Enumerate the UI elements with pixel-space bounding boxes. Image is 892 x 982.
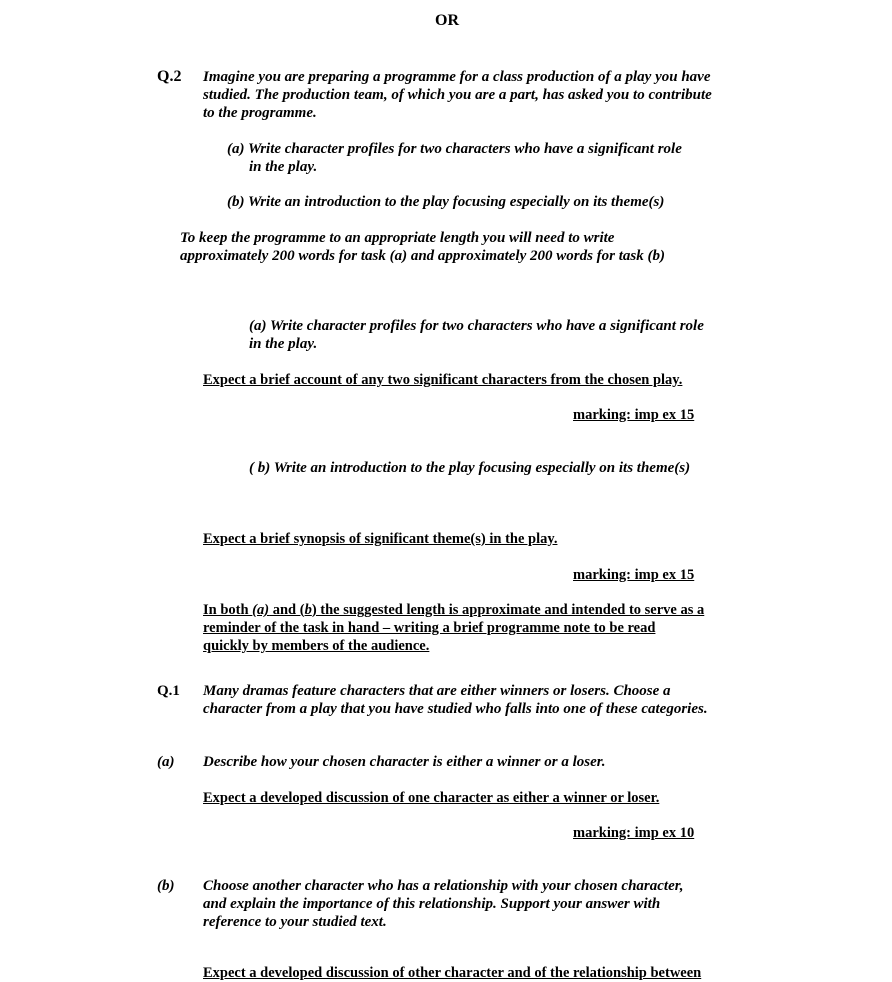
expected-answer: Expect a developed discussion of one character as either a winner or loser. <box>203 790 660 806</box>
part-question: Describe how your chosen character is either a winner or a loser. <box>203 754 606 770</box>
marking-note: marking: imp ex 10 <box>573 825 695 841</box>
scheme-task-b: ( b) Write an introduction to the play focusing especially on its theme(s) <box>249 460 691 476</box>
marking-note: marking: imp ex 15 <box>573 567 695 583</box>
part-label: (a) <box>157 754 175 770</box>
question-number: Q.1 <box>157 683 180 699</box>
marking-note: marking: imp ex 15 <box>573 407 695 423</box>
expected-answer: Expect a brief account of any two significant characters from the chosen play. <box>203 372 683 388</box>
task-b: (b) Write an introduction to the play focusing especially on its theme(s) <box>227 194 665 210</box>
question-number: Q.2 <box>157 68 182 85</box>
expected-answer: Expect a developed discussion of other character and of the relationship between <box>203 965 702 981</box>
expected-answer: Expect a brief synopsis of significant theme(s) in the play. <box>203 531 558 547</box>
part-label: (b) <box>157 878 175 894</box>
or-divider: OR <box>435 12 459 29</box>
